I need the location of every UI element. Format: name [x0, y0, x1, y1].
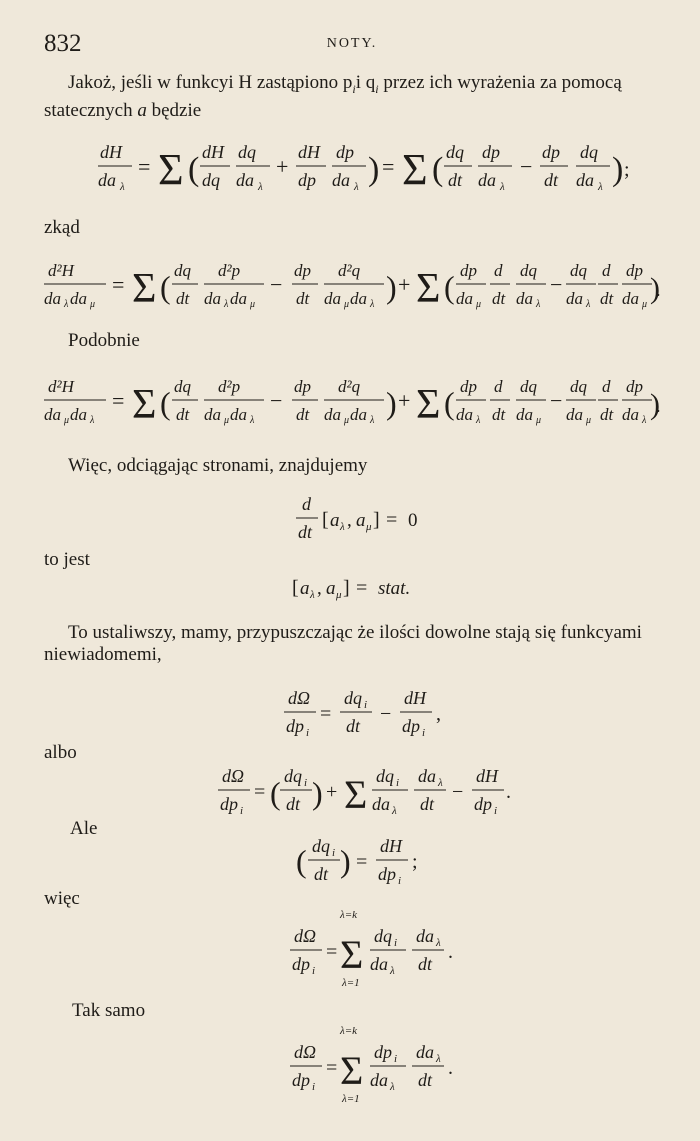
svg-text:): ) [340, 843, 351, 879]
svg-text:Σ: Σ [340, 932, 364, 977]
svg-text:μ: μ [250, 299, 256, 310]
svg-text:λ: λ [90, 415, 95, 426]
svg-text:μ: μ [642, 299, 648, 310]
svg-text:dq: dq [202, 170, 220, 190]
svg-text:μ: μ [224, 415, 230, 426]
svg-text:da: da [350, 289, 367, 308]
equation-5 [40, 570, 660, 606]
svg-text:−: − [270, 272, 283, 297]
svg-text:d²q: d²q [338, 261, 361, 280]
svg-text:da: da [516, 289, 533, 308]
svg-text:i: i [332, 847, 336, 859]
svg-text:(: ( [160, 385, 171, 421]
svg-text:λ: λ [370, 415, 375, 426]
svg-text:i: i [240, 805, 244, 817]
svg-text:dp: dp [482, 142, 500, 162]
svg-text:λ: λ [64, 299, 69, 310]
svg-text:=: = [326, 941, 338, 963]
paragraph-intro: Jakoż, jeśli w funkcyi H zastąpiono $p_ii$ $q_i$ przez ich wyrażenia za pomocą statecznych a będzie [44, 72, 622, 121]
svg-text:d: d [602, 261, 611, 280]
svg-text:dq: dq [174, 261, 191, 280]
svg-text:λ=k: λ=k [340, 909, 358, 921]
svg-text:,: , [317, 578, 322, 599]
svg-text:): ) [312, 775, 323, 811]
page-header [44, 30, 660, 60]
svg-text:dp: dp [542, 142, 560, 162]
svg-text:dp: dp [286, 716, 304, 736]
svg-text:dt: dt [420, 794, 435, 814]
svg-text:d: d [494, 261, 503, 280]
svg-text:a: a [300, 578, 310, 599]
svg-text:λ: λ [536, 299, 541, 310]
paragraph-tak-samo: Tak samo [72, 1000, 146, 1021]
svg-text:da: da [456, 405, 473, 424]
svg-text:i: i [398, 875, 402, 886]
svg-text:dp: dp [294, 261, 311, 280]
svg-text:i: i [364, 699, 368, 711]
svg-text:): ) [612, 151, 624, 188]
svg-text:λ: λ [438, 777, 443, 789]
svg-text:μ: μ [344, 299, 350, 310]
svg-text:dt: dt [418, 1070, 433, 1090]
svg-text:λ: λ [250, 415, 255, 426]
svg-text:λ=k: λ=k [340, 1025, 358, 1037]
svg-text:dt: dt [492, 405, 506, 424]
page-number: 832 [44, 30, 82, 57]
svg-text:): ) [386, 385, 397, 421]
svg-text:λ: λ [390, 965, 395, 977]
svg-text:λ: λ [476, 415, 481, 426]
svg-text:,: , [436, 703, 441, 725]
svg-text:λ: λ [340, 521, 345, 533]
svg-text:dq: dq [570, 377, 587, 396]
svg-text:μ: μ [344, 415, 350, 426]
equation-9 [40, 906, 660, 992]
svg-text:λ: λ [642, 415, 647, 426]
svg-text:da: da [350, 405, 367, 424]
equation-3 [40, 368, 660, 434]
svg-text:dH: dH [100, 142, 122, 162]
svg-text:λ: λ [436, 937, 441, 949]
svg-text:λ: λ [598, 181, 603, 193]
svg-text:dq: dq [374, 926, 392, 946]
svg-text:+: + [398, 272, 411, 297]
paragraph-zkad: zkąd [44, 217, 80, 238]
svg-text:d²H: d²H [48, 377, 74, 396]
svg-text:da: da [370, 954, 388, 974]
equation-2 [40, 252, 660, 318]
svg-text:μ: μ [336, 589, 342, 601]
svg-text:dΩ: dΩ [294, 926, 317, 946]
svg-text:=: = [382, 154, 395, 179]
paragraph-wiec-2: więc [44, 888, 80, 909]
svg-text:dp: dp [378, 864, 396, 884]
svg-text:da: da [324, 405, 341, 424]
svg-text:(: ( [444, 269, 455, 305]
svg-text:λ: λ [258, 181, 263, 193]
svg-text:da: da [44, 405, 61, 424]
equation-10 [40, 1022, 660, 1108]
svg-text:Σ: Σ [344, 772, 368, 817]
equation-1 [40, 132, 660, 202]
svg-text:dp: dp [220, 794, 238, 814]
svg-text:−: − [380, 703, 392, 725]
svg-text:da: da [416, 926, 434, 946]
svg-text:dq: dq [174, 377, 191, 396]
svg-text:dt: dt [314, 864, 329, 884]
svg-text:−: − [270, 388, 283, 413]
text-run: będzie [146, 99, 202, 121]
svg-text:[: [ [322, 509, 329, 531]
svg-text:): ) [650, 272, 660, 305]
svg-text:dt: dt [286, 794, 301, 814]
svg-text:d: d [302, 494, 311, 514]
paragraph-to-jest: to jest [44, 549, 90, 570]
svg-text:da: da [478, 170, 496, 190]
svg-text:μ: μ [476, 299, 482, 310]
svg-text:stat.: stat. [378, 578, 411, 599]
svg-text:): ) [650, 388, 660, 421]
svg-text:d: d [602, 377, 611, 396]
svg-text:μ: μ [366, 521, 372, 533]
svg-text:λ: λ [586, 299, 591, 310]
svg-text:dt: dt [296, 289, 310, 308]
svg-text:=: = [254, 781, 266, 803]
svg-text:dq: dq [238, 142, 256, 162]
svg-text:da: da [204, 405, 221, 424]
svg-text:da: da [70, 405, 87, 424]
equation-8 [40, 830, 660, 886]
svg-text:dp: dp [292, 954, 310, 974]
svg-text:λ: λ [436, 1053, 441, 1065]
svg-text:. [656, 280, 660, 300]
equation-7 [40, 760, 660, 818]
svg-text:+: + [398, 388, 411, 413]
svg-text:dq: dq [344, 688, 362, 708]
svg-text:dΩ: dΩ [288, 688, 311, 708]
svg-text:(: ( [270, 775, 281, 811]
svg-text:i: i [306, 727, 310, 738]
svg-text:dp: dp [460, 377, 477, 396]
svg-text:=: = [386, 509, 398, 531]
svg-text:+: + [276, 154, 289, 179]
svg-text:da: da [566, 289, 583, 308]
svg-text:dp: dp [402, 716, 420, 736]
svg-text:da: da [370, 1070, 388, 1090]
svg-text:.: . [448, 941, 453, 963]
svg-text:dp: dp [460, 261, 477, 280]
svg-text:Σ: Σ [132, 266, 157, 312]
svg-text:(: ( [160, 269, 171, 305]
svg-text:dp: dp [336, 142, 354, 162]
svg-text:λ: λ [120, 181, 125, 193]
svg-text:−: − [550, 388, 563, 413]
svg-text:dp: dp [294, 377, 311, 396]
svg-text:. [656, 396, 660, 416]
svg-text:;: ; [624, 159, 630, 181]
running-head: NOTY. [326, 36, 378, 51]
svg-text:d: d [494, 377, 503, 396]
svg-text:λ=1: λ=1 [342, 1093, 360, 1105]
svg-text:da: da [70, 289, 87, 308]
svg-text:): ) [368, 151, 380, 188]
svg-text:d²p: d²p [218, 377, 241, 396]
svg-text:λ: λ [370, 299, 375, 310]
svg-text:μ: μ [64, 415, 70, 426]
paragraph-albo: albo [44, 742, 77, 763]
svg-text:i: i [494, 805, 498, 817]
svg-text:]: ] [343, 577, 350, 599]
svg-text:λ: λ [390, 1081, 395, 1093]
svg-text:a: a [326, 578, 336, 599]
svg-text:dq: dq [312, 836, 330, 856]
svg-text:(: ( [296, 843, 307, 879]
svg-text:dp: dp [374, 1042, 392, 1062]
svg-text:i: i [312, 965, 316, 977]
svg-text:dq: dq [520, 261, 537, 280]
svg-text:dΩ: dΩ [222, 766, 245, 786]
equation-6 [40, 682, 660, 738]
svg-text:dt: dt [448, 170, 463, 190]
svg-text:dq: dq [520, 377, 537, 396]
svg-text:=: = [112, 272, 125, 297]
svg-text:λ: λ [500, 181, 505, 193]
svg-text:a: a [330, 510, 340, 531]
svg-text:da: da [622, 289, 639, 308]
text-run: i q [355, 72, 376, 93]
svg-text:i: i [422, 727, 426, 738]
svg-text:μ: μ [536, 415, 542, 426]
text-run: przez ich wyrażenia za pomocą statecznych [44, 72, 622, 121]
svg-text:=: = [356, 851, 368, 873]
svg-text:dq: dq [376, 766, 394, 786]
svg-text:]: ] [373, 509, 380, 531]
svg-text:Σ: Σ [158, 145, 184, 194]
svg-text:(: ( [188, 151, 200, 188]
svg-text:=: = [112, 388, 125, 413]
svg-text:d²H: d²H [48, 261, 74, 280]
svg-text:−: − [452, 781, 464, 803]
svg-text:,: , [347, 510, 352, 531]
svg-text:da: da [416, 1042, 434, 1062]
svg-text:[: [ [292, 577, 299, 599]
svg-text:dp: dp [298, 170, 316, 190]
svg-text:dt: dt [418, 954, 433, 974]
svg-text:dΩ: dΩ [294, 1042, 317, 1062]
svg-text:dp: dp [292, 1070, 310, 1090]
svg-text:dt: dt [600, 405, 614, 424]
svg-text:d²p: d²p [218, 261, 241, 280]
svg-text:−: − [520, 154, 533, 179]
paragraph-ale: Ale [70, 818, 98, 839]
svg-text:da: da [230, 405, 247, 424]
svg-text:i: i [312, 1081, 316, 1093]
svg-text:λ: λ [354, 181, 359, 193]
svg-text:da: da [418, 766, 436, 786]
svg-text:dt: dt [492, 289, 506, 308]
svg-text:+: + [326, 781, 338, 803]
svg-text:da: da [372, 794, 390, 814]
svg-text:dt: dt [346, 716, 361, 736]
svg-text:=: = [138, 154, 151, 179]
text-run: a [137, 99, 147, 121]
paragraph-podobnie: Podobnie [68, 330, 140, 351]
svg-text:=: = [356, 577, 368, 599]
svg-text:μ: μ [586, 415, 592, 426]
svg-text:λ: λ [224, 299, 229, 310]
paragraph-to-ustaliwszy: To ustaliwszy, mamy, przypuszczając że ilości dowolne stają się funkcyami niewiadomemi, [44, 622, 642, 665]
svg-text:dq: dq [570, 261, 587, 280]
svg-text:da: da [98, 170, 116, 190]
svg-text:da: da [236, 170, 254, 190]
svg-text:.: . [506, 781, 511, 803]
svg-text:da: da [576, 170, 594, 190]
svg-text:=: = [320, 703, 332, 725]
svg-text:a: a [356, 510, 366, 531]
svg-text:dH: dH [404, 688, 426, 708]
svg-text:dt: dt [600, 289, 614, 308]
equation-4 [40, 490, 660, 544]
svg-text:Σ: Σ [416, 382, 441, 428]
svg-text:d²q: d²q [338, 377, 361, 396]
svg-text:dp: dp [474, 794, 492, 814]
svg-text:;: ; [412, 851, 418, 873]
svg-text:λ=1: λ=1 [342, 977, 360, 989]
svg-text:dp: dp [626, 261, 643, 280]
svg-text:=: = [326, 1057, 338, 1079]
svg-text:dq: dq [580, 142, 598, 162]
svg-text:(: ( [444, 385, 455, 421]
svg-text:da: da [456, 289, 473, 308]
svg-text:i: i [396, 777, 400, 789]
svg-text:−: − [550, 272, 563, 297]
svg-text:da: da [332, 170, 350, 190]
svg-text:da: da [230, 289, 247, 308]
svg-text:i: i [394, 937, 398, 949]
svg-text:dH: dH [202, 142, 224, 162]
svg-text:0: 0 [408, 510, 418, 531]
svg-text:dt: dt [176, 405, 190, 424]
svg-text:da: da [204, 289, 221, 308]
svg-text:λ: λ [392, 805, 397, 817]
svg-text:Σ: Σ [132, 382, 157, 428]
text-run: Jakoż, jeśli w funkcyi H zastąpiono p [68, 72, 353, 93]
svg-text:Σ: Σ [416, 266, 441, 312]
svg-text:dt: dt [176, 289, 190, 308]
svg-text:dq: dq [284, 766, 302, 786]
svg-text:dt: dt [544, 170, 559, 190]
svg-text:da: da [566, 405, 583, 424]
svg-text:μ: μ [90, 299, 96, 310]
svg-text:Σ: Σ [402, 145, 428, 194]
svg-text:dq: dq [446, 142, 464, 162]
svg-text:i: i [394, 1053, 398, 1065]
svg-text:dp: dp [626, 377, 643, 396]
svg-text:.: . [448, 1057, 453, 1079]
paragraph-wiec: Więc, odciągając stronami, znajdujemy [68, 455, 368, 476]
svg-text:dt: dt [298, 522, 313, 542]
svg-text:i: i [304, 777, 308, 789]
svg-text:): ) [386, 269, 397, 305]
svg-text:(: ( [432, 151, 444, 188]
svg-text:λ: λ [310, 589, 315, 601]
svg-text:dH: dH [476, 766, 498, 786]
svg-text:da: da [44, 289, 61, 308]
svg-text:da: da [516, 405, 533, 424]
svg-text:da: da [622, 405, 639, 424]
svg-text:da: da [324, 289, 341, 308]
svg-text:dH: dH [380, 836, 402, 856]
svg-text:dt: dt [296, 405, 310, 424]
svg-text:Σ: Σ [340, 1048, 364, 1093]
svg-text:dH: dH [298, 142, 320, 162]
